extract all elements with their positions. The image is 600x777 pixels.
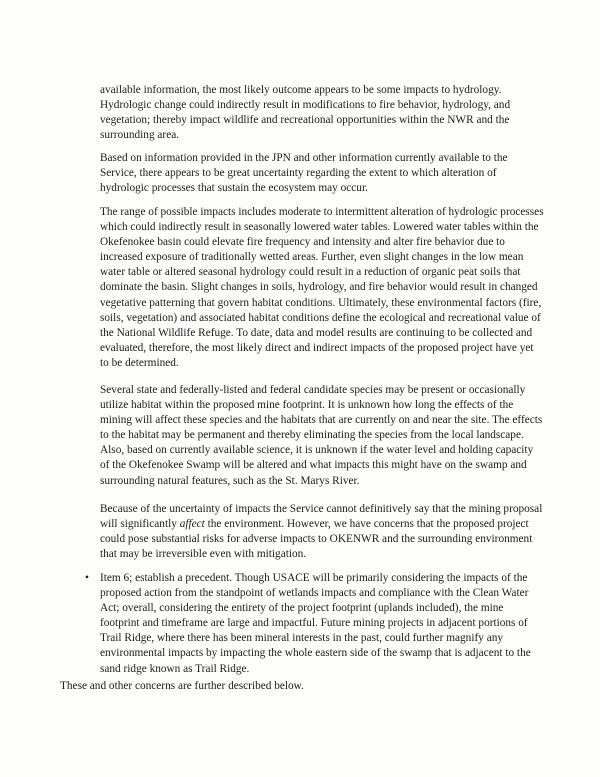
paragraph-range-of-impacts: The range of possible impacts includes moderate to intermittent alteration of hydrologic processes which could indirectly result in seasonally lowered water tables. Lowered water tables within the Okefenokee basin could elevate fire frequency and intensity and alter fire behavior due to increased exposure of traditionally wetted areas. Further, even slight changes in the low mean water table or altered seasonal hydrology could result in a reduction of organic peat soils that dominate the basin. Slight changes in soils, hydrology, and fire behavior would result in changed vegetative patterning that govern habitat conditions. Ultimately, these environmental factors (fire, soils, vegetation) and associated habitat conditions define the ecological and recreational value of the National Wildlife Refuge. To date, data and model results are continuing to be collected and evaluated, therefore, the most likely direct and indirect impacts of the proposed project have yet to be determined. xyxy=(100,206,544,369)
bullet-text: Item 6; establish a precedent. Though USACE will be primarily considering the impacts of the proposed action from the standpoint of wetlands impacts and compliance with the Clean Water Act; overall, considering the entirety of the project footprint (uplands included), the mine footprint and timeframe are large and impactful. Future mining projects in adjacent portions of Trail Ridge, where there has been mineral interests in the past, could further magnify any environmental impacts by impacting the whole eastern side of the swamp that is adjacent to the sand ridge known as Trail Ridge. xyxy=(100,572,531,675)
paragraph-service-concerns xyxy=(100,502,545,562)
concerns-text-end: the environment. However, we have concerns that the proposed project could pose substantial risks for adverse impacts to OKENWR and the surrounding environment that may be irreversible even with mitigation. xyxy=(100,518,533,561)
paragraph-uncertainty: Based on information provided in the JPN and other information currently available to the Service, there appears to be great uncertainty regarding the extent to which alteration of hydrologic processes that sustain the ecosystem may occur. xyxy=(100,152,508,195)
bullet-item-precedent xyxy=(85,571,545,677)
paragraph-listed-species: Several state and federally-listed and federal candidate species may be present or occasionally utilize habitat within the proposed mine footprint. It is unknown how long the effects of the mining will affect these species and the habitats that are currently on and near the site. The effects to the habitat may be permanent and thereby eliminating the species from the local landscape. Also, based on currently available science, it is unknown if the water level and holding capacity of the Okefenokee Swamp will be altered and what impacts this might have on the swamp and surrounding natural features, such as the St. Marys River. xyxy=(100,384,543,487)
closing-sentence: These and other concerns are further described below. xyxy=(60,680,304,692)
concerns-text-start: Because of the uncertainty of impacts the Service cannot definitively say that the mining proposal will significantly xyxy=(100,503,543,531)
emphasized-word: affect xyxy=(179,518,205,531)
bullet-icon: • xyxy=(85,572,89,584)
paragraph-hydrology-outcome: available information, the most likely outcome appears to be some impacts to hydrology. Hydrologic change could indirectly result in modifications to fire behavior, hydrology, and vegetation; thereby impact wildlife and recreational opportunities within the NWR and the surrounding area. xyxy=(100,84,511,142)
